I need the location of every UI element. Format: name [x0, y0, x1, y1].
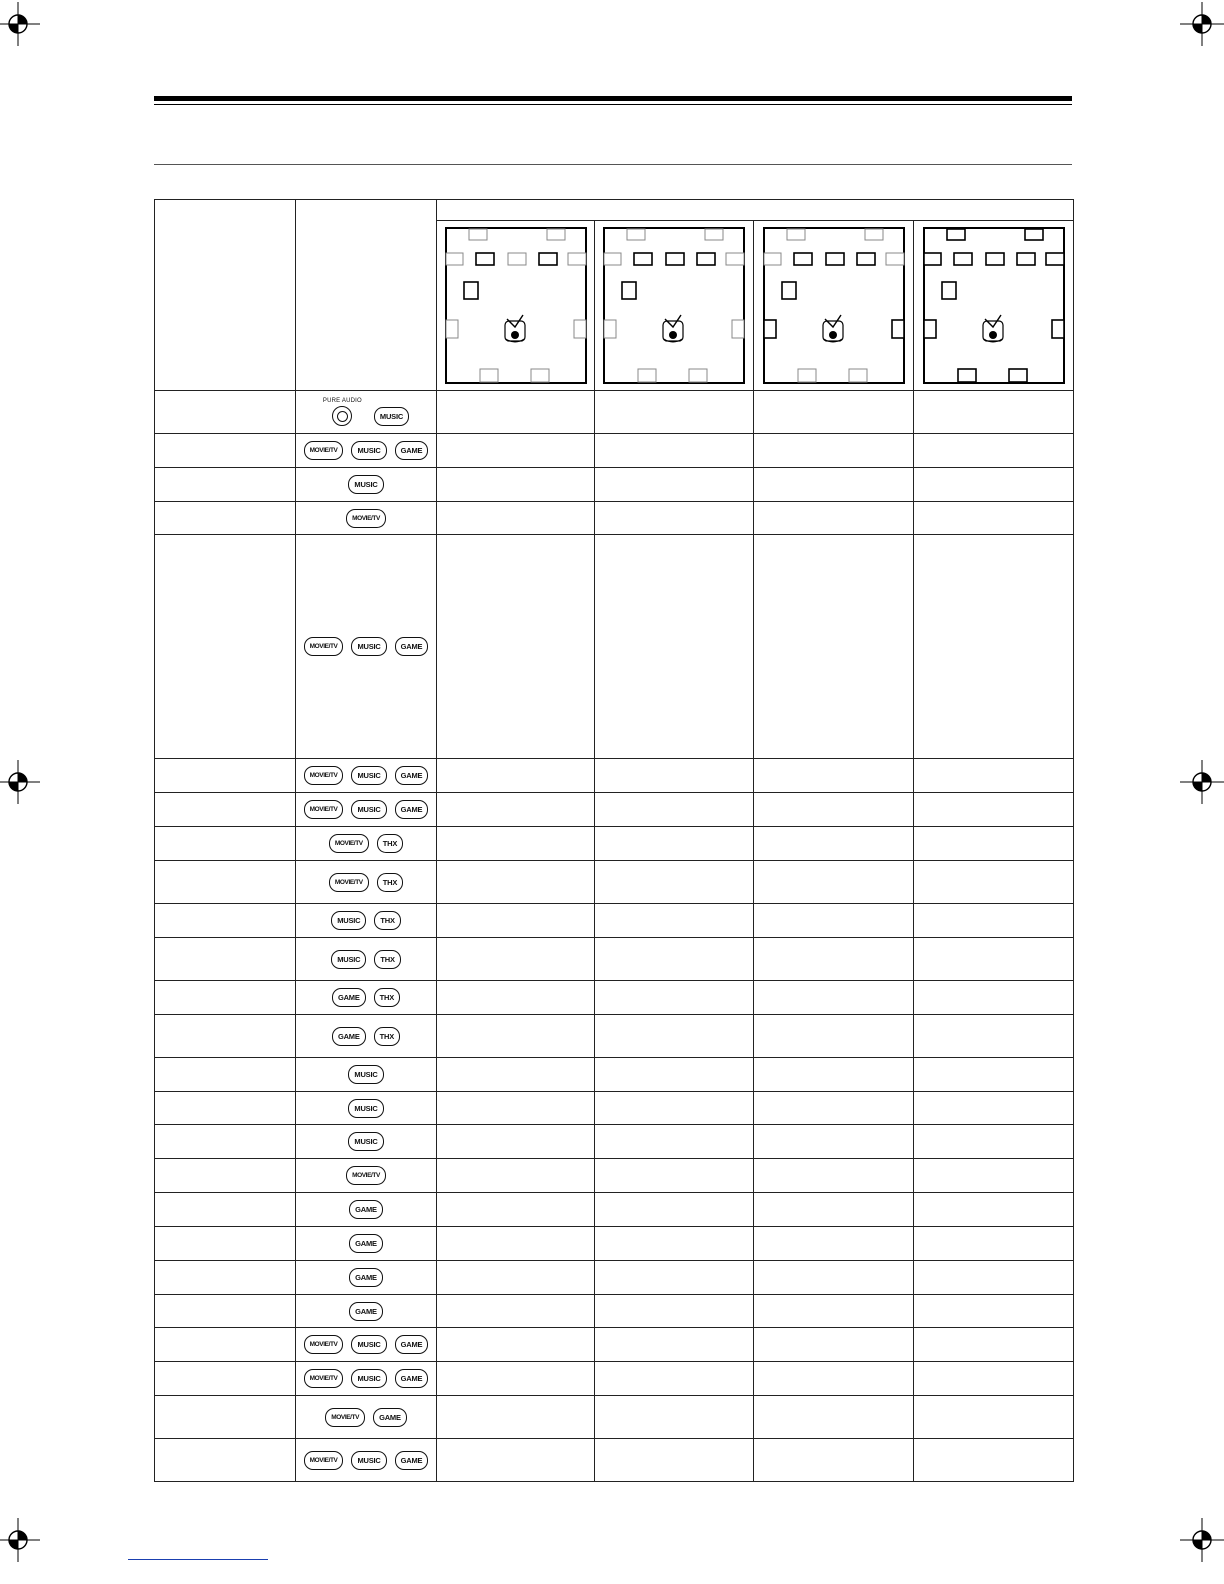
mode-name-cell [155, 535, 296, 759]
registration-mark-icon [1180, 2, 1224, 46]
layout-availability-cell [437, 981, 595, 1015]
game-button[interactable]: GAME [395, 766, 429, 785]
layout-availability-cell [754, 938, 914, 981]
layout-availability-cell [914, 827, 1074, 861]
mode-name-cell [155, 1439, 296, 1482]
layout-availability-cell [595, 827, 754, 861]
game-button[interactable]: GAME [395, 800, 429, 819]
table-row [155, 1058, 1074, 1092]
layout-availability-cell [914, 1227, 1074, 1261]
layout-availability-cell [914, 1193, 1074, 1227]
layout-availability-cell [754, 1125, 914, 1159]
movie-tv-button[interactable]: MOVIE/TV [346, 1166, 386, 1185]
layout-availability-cell [914, 1058, 1074, 1092]
registration-mark-icon [0, 2, 40, 46]
layout-availability-cell [595, 1439, 754, 1482]
game-button[interactable]: GAME [395, 1369, 429, 1388]
table-row [155, 1193, 1074, 1227]
layout-availability-cell [914, 1015, 1074, 1058]
music-button[interactable]: MUSIC [351, 637, 386, 656]
layout-availability-cell [914, 535, 1074, 759]
layout-availability-cell [754, 981, 914, 1015]
table-row [155, 391, 1074, 434]
layout-availability-cell [754, 1193, 914, 1227]
game-button[interactable]: GAME [349, 1200, 383, 1219]
button-cell [296, 1261, 437, 1295]
layout-availability-cell [914, 468, 1074, 502]
mode-name-cell [155, 468, 296, 502]
layout-availability-cell [437, 759, 595, 793]
layout-availability-cell [754, 434, 914, 468]
movie-tv-button[interactable]: MOVIE/TV [329, 834, 369, 853]
table-row [155, 904, 1074, 938]
layout-availability-cell [914, 1328, 1074, 1362]
layout-availability-cell [914, 1439, 1074, 1482]
mode-name-cell [155, 1159, 296, 1193]
layout-availability-cell [754, 1015, 914, 1058]
layout-availability-cell [437, 468, 595, 502]
game-button[interactable]: GAME [349, 1234, 383, 1253]
layout-availability-cell [595, 904, 754, 938]
layout-availability-cell [754, 1439, 914, 1482]
registration-mark-icon [0, 1518, 40, 1562]
layout-availability-cell [437, 1092, 595, 1125]
layout-availability-cell [595, 1193, 754, 1227]
registration-mark-icon [1180, 760, 1224, 804]
mode-name-cell [155, 1328, 296, 1362]
layout-availability-cell [437, 1015, 595, 1058]
table-row [155, 434, 1074, 468]
movie-tv-button[interactable]: MOVIE/TV [304, 441, 344, 460]
mode-name-cell [155, 827, 296, 861]
button-cell [296, 1328, 437, 1362]
mode-name-cell [155, 1193, 296, 1227]
layout-availability-cell [914, 759, 1074, 793]
layout-availability-cell [437, 1227, 595, 1261]
layout-availability-cell [437, 827, 595, 861]
layout-availability-cell [754, 1092, 914, 1125]
table-row [155, 938, 1074, 981]
layout-availability-cell [914, 1159, 1074, 1193]
layout-availability-cell [754, 904, 914, 938]
layout-availability-cell [595, 434, 754, 468]
speaker-layout-diagram [445, 227, 587, 384]
movie-tv-button[interactable]: MOVIE/TV [304, 1369, 344, 1388]
game-button[interactable]: GAME [395, 441, 429, 460]
game-button[interactable]: GAME [395, 637, 429, 656]
music-button[interactable]: MUSIC [331, 950, 366, 969]
layout-header-cell [437, 200, 1074, 221]
button-cell [296, 1125, 437, 1159]
layout-availability-cell [595, 1295, 754, 1328]
layout-availability-cell [914, 938, 1074, 981]
mode-name-cell [155, 502, 296, 535]
table-row [155, 535, 1074, 759]
layout-availability-cell [437, 1261, 595, 1295]
mode-name-cell [155, 938, 296, 981]
layout-availability-cell [595, 1015, 754, 1058]
mode-name-cell [155, 434, 296, 468]
speaker-layout-diagram [923, 227, 1065, 384]
layout-availability-cell [437, 1295, 595, 1328]
game-button[interactable]: GAME [395, 1335, 429, 1354]
game-button[interactable]: GAME [332, 1027, 366, 1046]
layout-availability-cell [595, 938, 754, 981]
table-row [155, 759, 1074, 793]
thx-button[interactable]: THX [377, 873, 403, 892]
table-row [155, 1227, 1074, 1261]
table-row [155, 1328, 1074, 1362]
table-row [155, 1092, 1074, 1125]
layout-availability-cell [595, 468, 754, 502]
layout-availability-cell [914, 904, 1074, 938]
layout-availability-cell [754, 1261, 914, 1295]
button-cell [296, 535, 437, 759]
button-cell [296, 1362, 437, 1396]
button-cell [296, 1439, 437, 1482]
layout-availability-cell [595, 391, 754, 434]
button-cell [296, 1193, 437, 1227]
layout-availability-cell [437, 502, 595, 535]
layout-availability-cell [754, 502, 914, 535]
layout-availability-cell [437, 1362, 595, 1396]
layout-availability-cell [437, 938, 595, 981]
thx-button[interactable]: THX [377, 834, 403, 853]
music-button[interactable]: MUSIC [348, 1099, 383, 1118]
table-row [155, 1362, 1074, 1396]
mode-name-cell [155, 1295, 296, 1328]
mode-name-cell [155, 759, 296, 793]
layout-availability-cell [754, 1328, 914, 1362]
layout-availability-cell [754, 1227, 914, 1261]
table-row [155, 468, 1074, 502]
table-row [155, 502, 1074, 535]
layout-availability-cell [595, 981, 754, 1015]
layout-availability-cell [437, 861, 595, 904]
layout-availability-cell [754, 793, 914, 827]
layout-availability-cell [437, 1159, 595, 1193]
layout-availability-cell [437, 1058, 595, 1092]
table-row [155, 793, 1074, 827]
layout-availability-cell [754, 391, 914, 434]
layout-availability-cell [914, 502, 1074, 535]
layout-availability-cell [754, 535, 914, 759]
movie-tv-button[interactable]: MOVIE/TV [329, 873, 369, 892]
game-button[interactable]: GAME [349, 1302, 383, 1321]
layout-availability-cell [914, 861, 1074, 904]
speaker-layout-diagram [603, 227, 745, 384]
game-button[interactable]: GAME [332, 988, 366, 1007]
layout-availability-cell [595, 1328, 754, 1362]
mode-name-cell [155, 1261, 296, 1295]
thx-button[interactable]: THX [374, 911, 400, 930]
music-button[interactable]: MUSIC [374, 407, 409, 426]
mode-name-cell [155, 904, 296, 938]
game-button[interactable]: GAME [395, 1451, 429, 1470]
layout-availability-cell [437, 904, 595, 938]
layout-availability-cell [595, 1159, 754, 1193]
movie-tv-button[interactable]: MOVIE/TV [325, 1408, 365, 1427]
layout-availability-cell [595, 793, 754, 827]
button-cell [296, 861, 437, 904]
table-row [155, 981, 1074, 1015]
layout-availability-cell [754, 1362, 914, 1396]
button-cell [296, 981, 437, 1015]
table-row [155, 1125, 1074, 1159]
layout-availability-cell [914, 1396, 1074, 1439]
layout-availability-cell [595, 1396, 754, 1439]
registration-mark-icon [1180, 1518, 1224, 1562]
button-cell [296, 1227, 437, 1261]
layout-availability-cell [914, 1125, 1074, 1159]
button-cell [296, 793, 437, 827]
thx-button[interactable]: THX [374, 950, 400, 969]
button-cell [296, 827, 437, 861]
layout-availability-cell [595, 1058, 754, 1092]
layout-availability-cell [914, 1261, 1074, 1295]
header-rule-thick [154, 96, 1072, 101]
button-cell [296, 468, 437, 502]
movie-tv-button[interactable]: MOVIE/TV [304, 1335, 344, 1354]
layout-availability-cell [914, 981, 1074, 1015]
pure-audio-label: PURE AUDIO [322, 398, 362, 404]
layout-availability-cell [754, 1396, 914, 1439]
layout-availability-cell [437, 434, 595, 468]
layout-availability-cell [595, 1362, 754, 1396]
section-rule [154, 164, 1072, 165]
button-cell [296, 904, 437, 938]
music-button[interactable]: MUSIC [351, 441, 386, 460]
music-button[interactable]: MUSIC [348, 475, 383, 494]
layout-availability-cell [437, 391, 595, 434]
movie-tv-button[interactable]: MOVIE/TV [304, 800, 344, 819]
speaker-layout-cell [437, 221, 595, 391]
layout-availability-cell [437, 1328, 595, 1362]
button-header-cell [296, 200, 437, 391]
layout-availability-cell [914, 793, 1074, 827]
layout-availability-cell [437, 1439, 595, 1482]
layout-availability-cell [437, 535, 595, 759]
button-cell [296, 1058, 437, 1092]
speaker-layout-cell [595, 221, 754, 391]
music-button[interactable]: MUSIC [351, 1335, 386, 1354]
layout-availability-cell [595, 535, 754, 759]
layout-availability-cell [754, 759, 914, 793]
layout-availability-cell [914, 1092, 1074, 1125]
button-cell [296, 1159, 437, 1193]
layout-availability-cell [595, 1227, 754, 1261]
mode-name-cell [155, 1125, 296, 1159]
layout-availability-cell [754, 468, 914, 502]
layout-availability-cell [595, 861, 754, 904]
mode-name-cell [155, 1362, 296, 1396]
layout-availability-cell [595, 502, 754, 535]
layout-availability-cell [437, 1125, 595, 1159]
layout-availability-cell [595, 1092, 754, 1125]
layout-availability-cell [914, 1362, 1074, 1396]
button-cell [296, 1295, 437, 1328]
layout-availability-cell [595, 1261, 754, 1295]
mode-name-cell [155, 391, 296, 434]
button-cell [296, 502, 437, 535]
button-cell [296, 759, 437, 793]
button-cell [296, 434, 437, 468]
speaker-layout-cell [914, 221, 1074, 391]
thx-button[interactable]: THX [374, 988, 400, 1007]
mode-name-cell [155, 981, 296, 1015]
music-button[interactable]: MUSIC [351, 1369, 386, 1388]
speaker-layout-diagram [763, 227, 905, 384]
listening-mode-table [154, 199, 1074, 1482]
pure-audio-button[interactable] [332, 406, 352, 426]
button-cell [296, 938, 437, 981]
thx-button[interactable]: THX [374, 1027, 400, 1046]
music-button[interactable]: MUSIC [348, 1132, 383, 1151]
layout-availability-cell [754, 1058, 914, 1092]
layout-availability-cell [754, 1159, 914, 1193]
layout-availability-cell [595, 759, 754, 793]
music-button[interactable]: MUSIC [351, 766, 386, 785]
movie-tv-button[interactable]: MOVIE/TV [304, 637, 344, 656]
mode-name-cell [155, 1058, 296, 1092]
music-button[interactable]: MUSIC [331, 911, 366, 930]
table-row [155, 861, 1074, 904]
table-row [155, 1159, 1074, 1193]
layout-availability-cell [914, 434, 1074, 468]
layout-availability-cell [437, 793, 595, 827]
layout-availability-cell [754, 1295, 914, 1328]
bottom-link-underline [128, 1559, 268, 1560]
music-button[interactable]: MUSIC [351, 1451, 386, 1470]
table-row [155, 1015, 1074, 1058]
mode-name-cell [155, 793, 296, 827]
game-button[interactable]: GAME [349, 1268, 383, 1287]
game-button[interactable]: GAME [373, 1408, 407, 1427]
table-row [155, 1439, 1074, 1482]
movie-tv-button[interactable]: MOVIE/TV [304, 1451, 344, 1470]
layout-availability-cell [754, 861, 914, 904]
layout-availability-cell [437, 1193, 595, 1227]
mode-name-cell [155, 1396, 296, 1439]
mode-header-cell [155, 200, 296, 391]
button-cell [296, 1015, 437, 1058]
table-row [155, 1261, 1074, 1295]
mode-name-cell [155, 1092, 296, 1125]
header-rule-thin [154, 104, 1072, 105]
layout-availability-cell [595, 1125, 754, 1159]
button-cell [296, 1396, 437, 1439]
mode-name-cell [155, 861, 296, 904]
layout-availability-cell [754, 827, 914, 861]
button-cell [296, 391, 437, 434]
mode-name-cell [155, 1227, 296, 1261]
music-button[interactable]: MUSIC [348, 1065, 383, 1084]
speaker-layout-cell [754, 221, 914, 391]
movie-tv-button[interactable]: MOVIE/TV [346, 509, 386, 528]
movie-tv-button[interactable]: MOVIE/TV [304, 766, 344, 785]
registration-mark-icon [0, 760, 40, 804]
table-row [155, 1295, 1074, 1328]
layout-availability-cell [437, 1396, 595, 1439]
layout-availability-cell [914, 1295, 1074, 1328]
music-button[interactable]: MUSIC [351, 800, 386, 819]
table-row [155, 827, 1074, 861]
table-row [155, 1396, 1074, 1439]
button-cell [296, 1092, 437, 1125]
layout-availability-cell [914, 391, 1074, 434]
mode-name-cell [155, 1015, 296, 1058]
